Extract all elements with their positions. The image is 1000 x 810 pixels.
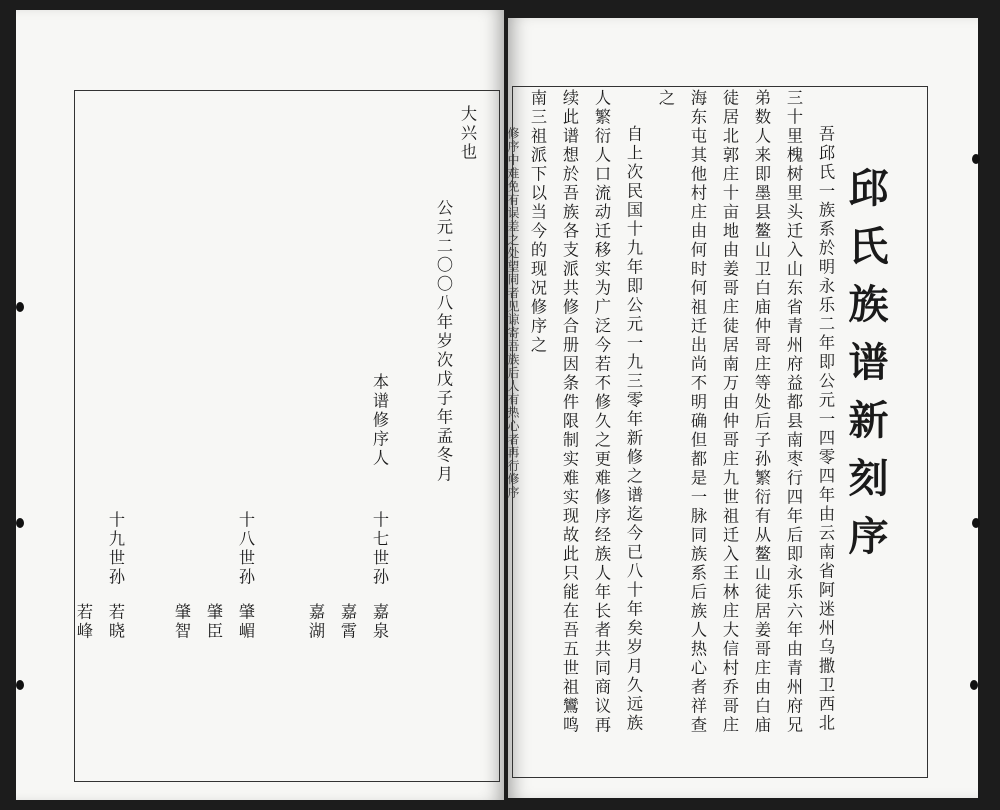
handwritten-note: 修序中难免有误差之处望同者见谅寄吾族后人有热心者再行修序: [506, 127, 520, 500]
date-line: 公元二〇〇八年岁次戊子年孟冬月: [434, 199, 453, 484]
generation-17-name-3: 嘉湖: [306, 603, 325, 641]
binding-hole: [16, 680, 24, 690]
left-page: [16, 10, 504, 800]
generation-17-label: 十七世孙: [370, 511, 389, 587]
generation-18-name-1: 肇嵋: [236, 603, 255, 641]
preface-column-3: 弟数人来即墨县鳌山卫白庙仲哥庄等处后子孙繁衍有从鳌山徒居姜哥庄由白庙: [752, 89, 771, 735]
generation-19-label: 十九世孙: [106, 511, 125, 587]
preface-column-1: 吾邱氏一族系於明永乐二年即公元一四零四年由云南省阿迷州乌撒卫西北: [816, 125, 835, 733]
compiler-label: 本谱修序人: [370, 373, 389, 468]
generation-19-name-1: 若晓: [106, 603, 125, 641]
preface-column-4: 徒居北郭庄十亩地由姜哥庄徒居南万由仲哥庄九世祖迁入王林庄大信村乔哥庄: [720, 89, 739, 735]
preface-column-8: 人繁衍人口流动迁移实为广泛今若不修久之更难修序经族人年长者共同商议再: [592, 89, 611, 735]
generation-19-name-2: 若峰: [74, 603, 93, 641]
binding-hole: [970, 680, 978, 690]
continued-text: 大兴也: [458, 105, 477, 162]
binding-hole: [16, 518, 24, 528]
generation-18-label: 十八世孙: [236, 511, 255, 587]
generation-17-name-2: 嘉霄: [338, 603, 357, 641]
generation-18-name-3: 肇智: [172, 603, 191, 641]
preface-column-9: 续此谱想於吾族各支派共修合册因条件限制实难实现故此只能在吾五世祖鸞鸣: [560, 89, 579, 735]
preface-column-2: 三十里槐树里头迁入山东省青州府益都县南枣行四年后即永乐六年由青州府兄: [784, 89, 803, 735]
preface-column-10: 南三祖派下以当今的现况修序之: [528, 89, 547, 355]
right-page-border: [506, 86, 928, 778]
preface-column-5: 海东屯其他村庄由何时何祖迁出尚不明确但都是一脉同族系后族人热心者祥查: [688, 89, 707, 735]
document-title: 邱氏族谱新刻序: [842, 167, 889, 573]
left-page-border: [74, 90, 500, 782]
preface-column-6: 之: [656, 89, 675, 108]
binding-hole: [972, 518, 980, 528]
binding-hole: [972, 154, 980, 164]
preface-column-7: 自上次民国十九年即公元一九三零年新修之谱迄今已八十年矣岁月久远族: [624, 125, 643, 733]
right-page: [508, 18, 978, 798]
binding-hole: [16, 302, 24, 312]
generation-18-name-2: 肇臣: [204, 603, 223, 641]
generation-17-name-1: 嘉泉: [370, 603, 389, 641]
